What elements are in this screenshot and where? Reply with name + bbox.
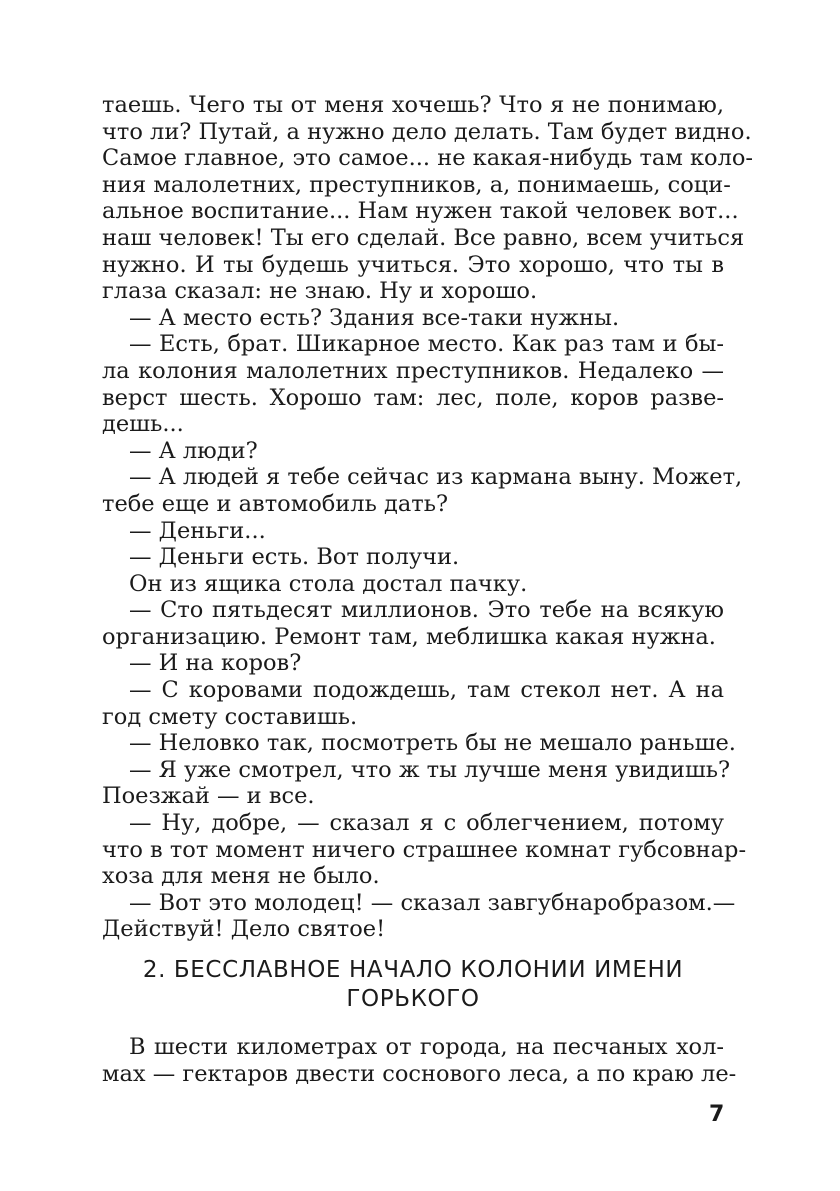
text-line: глаза сказал: не знаю. Ну и хорошо. [102, 278, 538, 305]
text-line: нужно. И ты будешь учиться. Это хорошо, что ты в [102, 251, 724, 278]
chapter-heading-line-1: 2. БЕССЛАВНОЕ НАЧАЛО КОЛОНИИ ИМЕНИ [142, 957, 684, 983]
text-line: тебе еще и автомобиль дать? [102, 490, 449, 517]
text-line: хоза для меня не было. [102, 863, 380, 890]
text-line: верст шесть. Хорошо там: лес, поле, коров разве- [102, 384, 724, 411]
text-line: наш человек! Ты его сделай. Все равно, всем учиться [102, 224, 745, 251]
text-line: — Сто пятьдесят миллионов. Это тебе на всякую [129, 597, 724, 624]
text-line: — Деньги есть. Вот получи. [129, 544, 460, 571]
text-line: — С коровами подождешь, там стекол нет. А на [129, 677, 724, 704]
text-line: — А люди? [129, 437, 258, 464]
text-line: ла колония малолетних преступников. Недалеко — [102, 357, 724, 384]
text-line: дешь... [102, 411, 184, 438]
text-line: — А место есть? Здания все-таки нужны. [129, 304, 620, 331]
text-line: — Неловко так, посмотреть бы не мешало раньше. [129, 730, 736, 757]
text-line: год смету составишь. [102, 703, 358, 730]
text-line: В шести километрах от города, на песчаных хол- [129, 1034, 724, 1060]
text-line: организацию. Ремонт там, меблишка какая нужна. [102, 623, 716, 650]
text-line: ния малолетних, преступников, а, понимаешь, соци- [102, 171, 731, 198]
text-line: таешь. Чего ты от меня хочешь? Что я не понимаю, [102, 92, 724, 118]
text-line: альное воспитание... Нам нужен такой человек вот... [102, 198, 739, 225]
page-number: 7 [709, 1102, 725, 1127]
text-line: Действуй! Дело святое! [102, 916, 386, 943]
dialogue-text [102, 92, 754, 943]
text-line: Поезжай — и все. [102, 783, 315, 810]
chapter-opening-text [102, 1034, 737, 1087]
text-line: мах — гектаров двести соснового леса, а по краю ле- [102, 1060, 737, 1087]
text-line: — И на коров? [129, 650, 302, 677]
text-line: что в тот момент ничего страшнее комнат губсовнар- [102, 836, 747, 863]
text-line: — Я уже смотрел, что ж ты лучше меня увидишь? [129, 756, 731, 783]
text-line: — А людей я тебе сейчас из кармана выну. Может, [129, 464, 743, 491]
text-line: Он из ящика стола достал пачку. [129, 570, 528, 597]
chapter-heading [102, 956, 724, 1014]
text-line: Самое главное, это самое... не какая-нибудь там коло- [102, 145, 754, 172]
text-line: — Есть, брат. Шикарное место. Как раз там и бы- [129, 331, 724, 358]
chapter-heading-line-2: ГОРЬКОГО [346, 986, 480, 1012]
text-line: что ли? Путай, а нужно дело делать. Там будет видно. [102, 118, 752, 145]
text-line: — Вот это молодец! — сказал завгубнаробразом.— [129, 889, 736, 916]
text-line: — Деньги... [129, 517, 266, 544]
text-line: — Ну, добре, — сказал я с облегчением, потому [129, 810, 724, 837]
